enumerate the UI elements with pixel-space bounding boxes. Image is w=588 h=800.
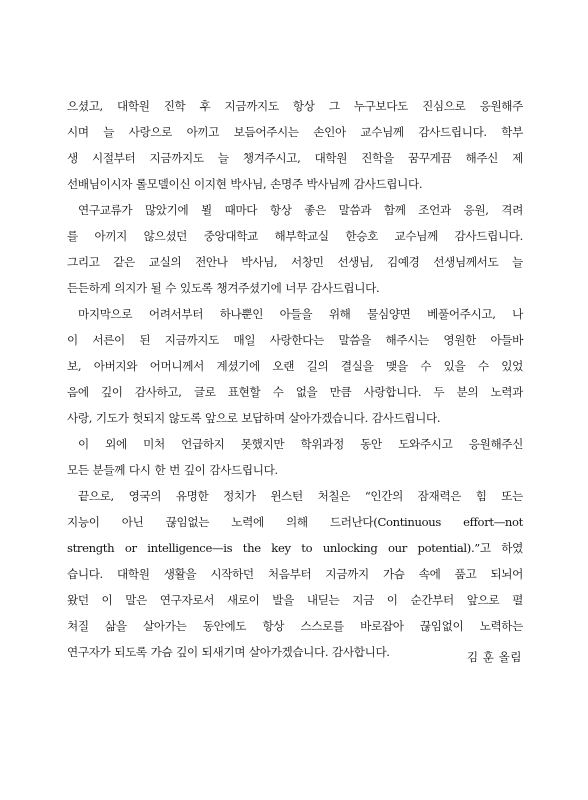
paragraph-2 bbox=[67, 197, 523, 301]
text-line: 그리고 같은 교실의 전안나 박사님, 서창민 선생님, 김예경 선생님께서도 늘 bbox=[67, 255, 523, 269]
acknowledgement-text bbox=[67, 93, 523, 665]
text-line: 연구교류가 많았기에 뵐 때마다 항상 좋은 말씀과 함께 조언과 응원, 격려 bbox=[78, 203, 523, 217]
text-line: 보, 아버지와 어머니께서 계셨기에 오랜 길의 결실을 맺을 수 있을 수 있었 bbox=[67, 359, 523, 373]
signature: 김 훈 올림 bbox=[466, 650, 522, 664]
text-line: 생 시절부터 지금까지도 늘 챙겨주시고, 대학원 진학을 꿈꾸게끔 해주신 제 bbox=[67, 151, 523, 165]
text-line: 시며 늘 사랑으로 아끼고 보듬어주시는 손인아 교수님께 감사드립니다. 학부 bbox=[67, 125, 523, 139]
text-line: 지능이 아닌 끊임없는 노력에 의해 드러난다(Continuous effort—not bbox=[67, 515, 523, 529]
paragraph-3 bbox=[67, 301, 523, 431]
paragraph-5 bbox=[67, 483, 523, 665]
text-line: 선배님이시자 롤모델이신 이지현 박사님, 손명주 박사님께 감사드립니다. bbox=[67, 177, 423, 191]
text-line: 쳐질 삶을 살아가는 동안에도 항상 스스로를 바로잡아 끊임없이 노력하는 bbox=[67, 619, 523, 633]
paragraph-1 bbox=[67, 93, 523, 197]
text-line: 음에 깊이 감사하고, 글로 표현할 수 없을 만큼 사랑합니다. 두 분의 노력과 bbox=[67, 385, 523, 399]
text-line: 사랑, 기도가 헛되지 않도록 앞으로 보답하며 살아가겠습니다. 감사드립니다. bbox=[67, 411, 441, 425]
text-line: strength or intelligence—is the key to unlocking our potential).”고 하였 bbox=[67, 541, 523, 555]
paragraph-4 bbox=[67, 431, 523, 483]
text-line: 습니다. 대학원 생활을 시작하던 처음부터 지금까지 가슴 속에 품고 되뇌어 bbox=[67, 567, 523, 581]
text-line: 를 아끼지 않으셨던 중앙대학교 해부학교실 한승호 교수님께 감사드립니다. bbox=[67, 229, 523, 243]
text-line: 연구자가 되도록 가슴 깊이 되새기며 살아가겠습니다. 감사합니다. bbox=[67, 645, 390, 659]
text-line: 든든하게 의지가 될 수 있도록 챙겨주셨기에 너무 감사드립니다. bbox=[67, 281, 380, 295]
text-line: 이 외에 미처 언급하지 못했지만 학위과정 동안 도와주시고 응원해주신 bbox=[78, 437, 523, 451]
text-line: 모든 분들께 다시 한 번 깊이 감사드립니다. bbox=[67, 463, 278, 477]
text-line: 끝으로, 영국의 유명한 정치가 윈스턴 처칠은 “인간의 잠재력은 힘 또는 bbox=[78, 489, 523, 503]
text-line: 으셨고, 대학원 진학 후 지금까지도 항상 그 누구보다도 진심으로 응원해주 bbox=[67, 99, 523, 113]
text-line: 이 서른이 된 지금까지도 매일 사랑한다는 말씀을 해주시는 영원한 아들바 bbox=[67, 333, 523, 347]
text-line: 왔던 이 말은 연구자로서 새로이 발을 내딛는 지금 이 순간부터 앞으로 펼 bbox=[67, 593, 523, 607]
text-line: 마지막으로 어려서부터 하나뿐인 아들을 위해 물심양면 베풀어주시고, 나 bbox=[78, 307, 523, 321]
